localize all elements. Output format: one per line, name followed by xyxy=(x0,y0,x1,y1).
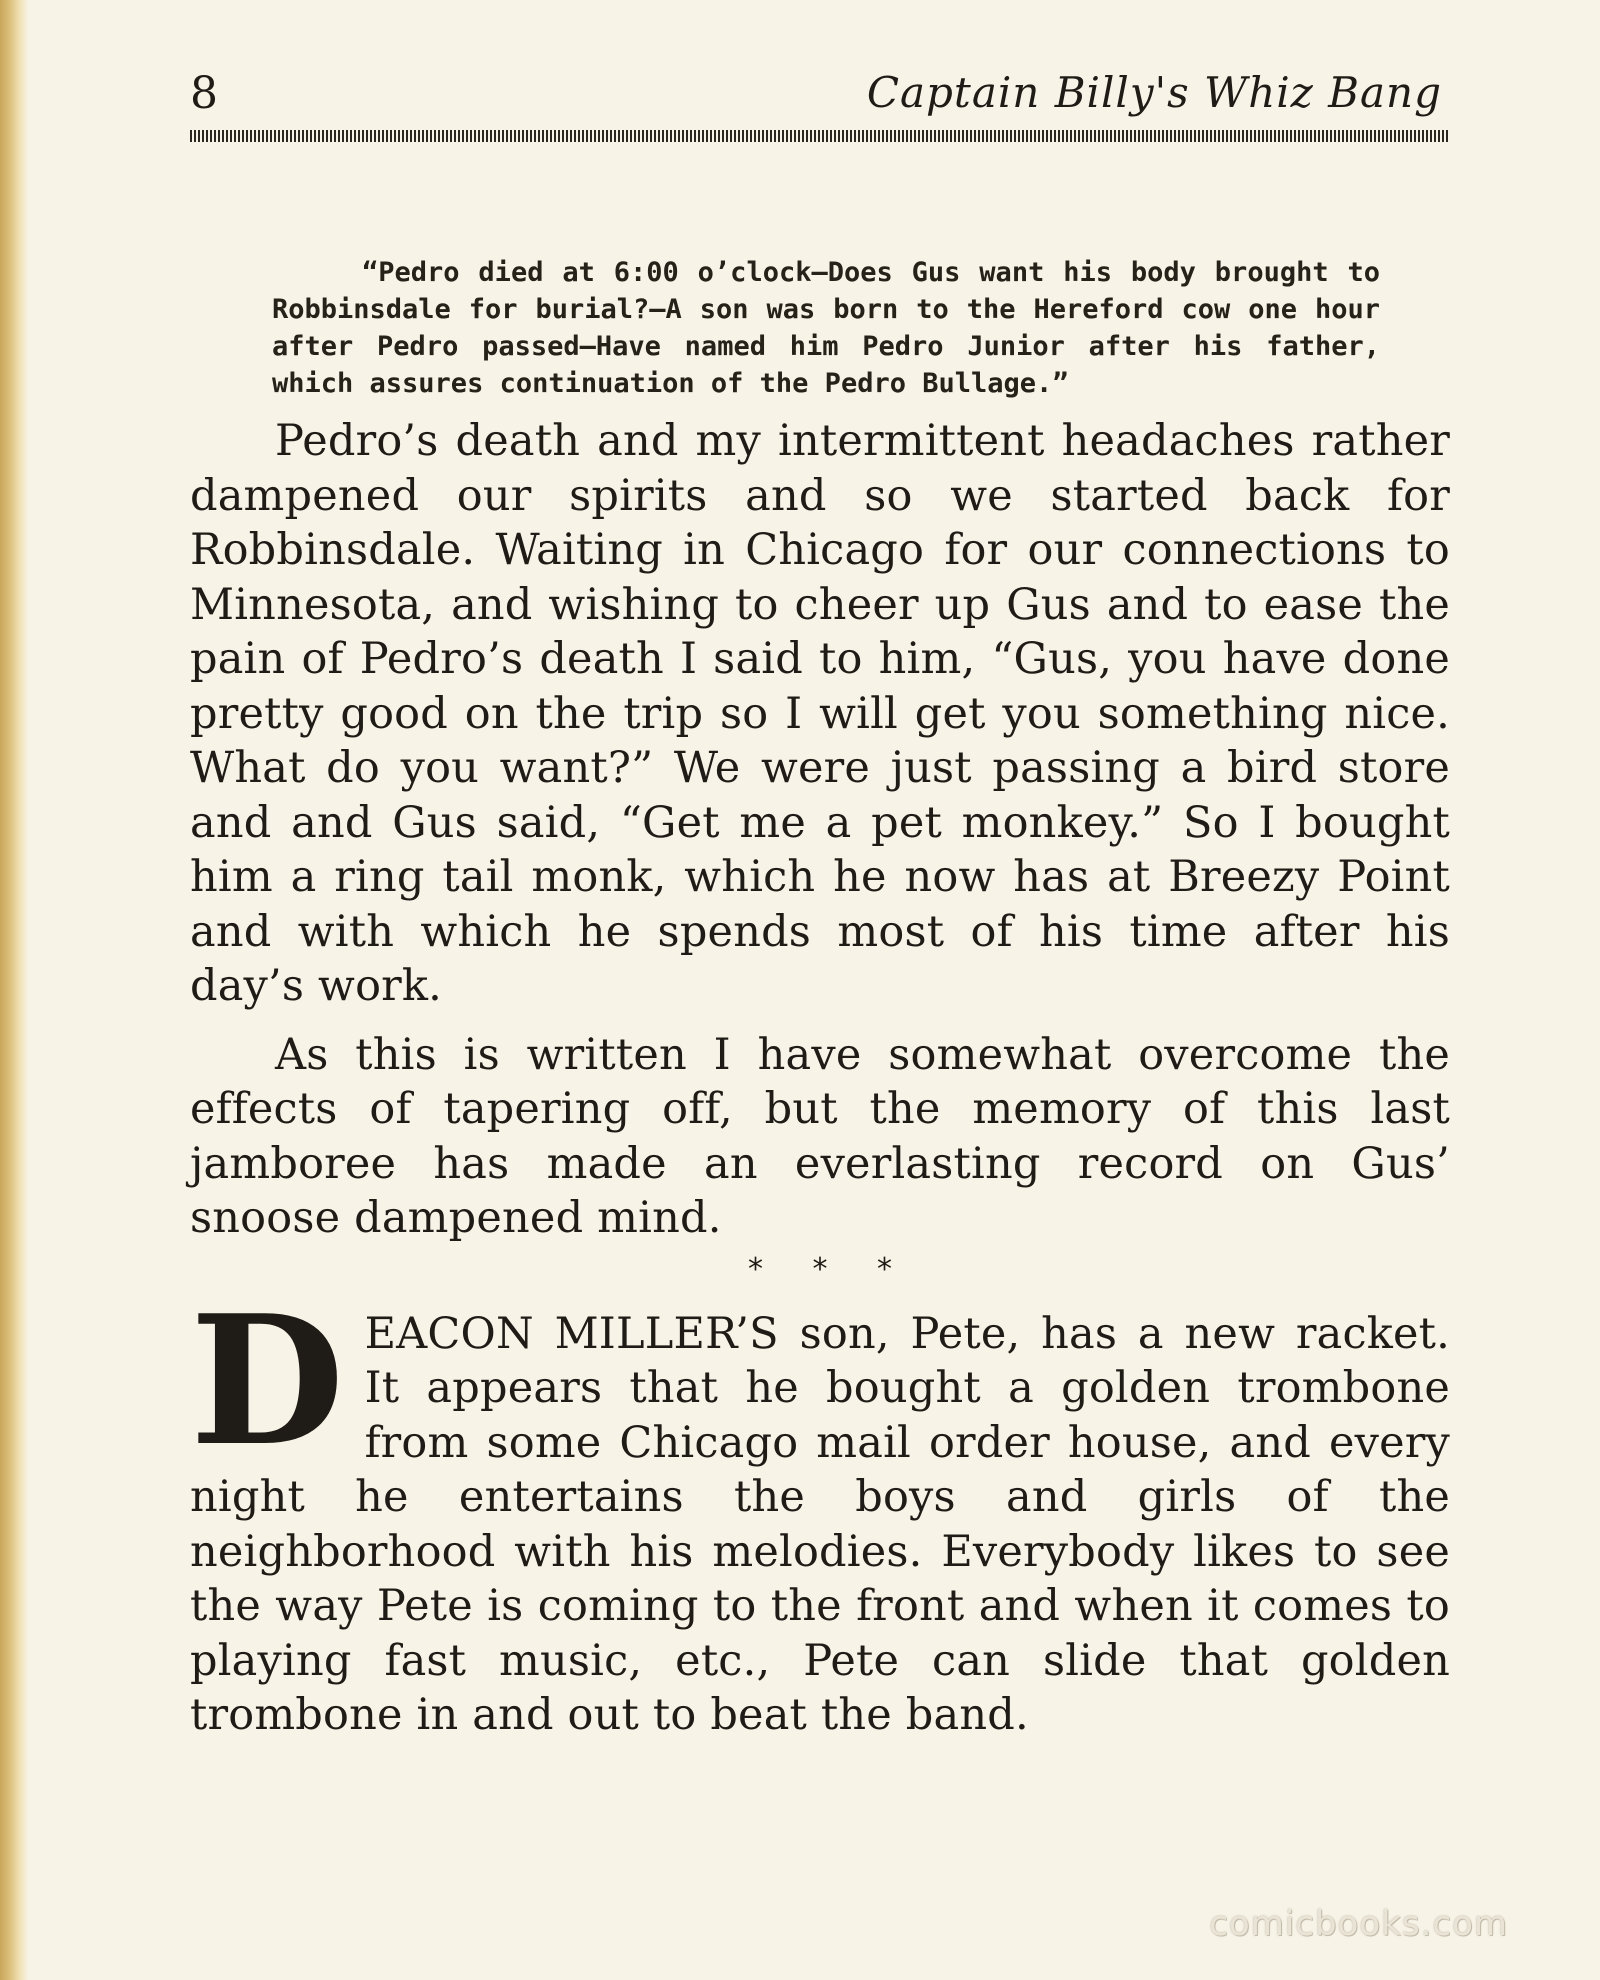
watermark: comicbooks.com xyxy=(1209,1904,1508,1944)
section-separator: * * * xyxy=(747,1251,893,1287)
drop-cap: D xyxy=(190,1275,345,1485)
page-header xyxy=(190,60,1450,130)
lead-caps: EACON MILLER’S xyxy=(364,1308,779,1359)
telegram-quote: “Pedro died at 6:00 o’clock—Does Gus want his body brought to Robbinsdale for burial?—A son was born to the Hereford cow one hour after Pedro passed—Have named him Pedro Junior after his father, which assures continuation of the Pedro Bullage.” xyxy=(272,257,1380,399)
paragraph-3-text: son, Pete, has a new racket. It appears that he bought a golden trombone from some Chicago mail order house, and every night he entertains the boys and girls of the neighborhood with his melodies. Everybody likes to see the way Pete is coming to the front and when it comes to playing fast music, etc., Pete can slide that golden trombone in and out to beat the band. xyxy=(190,1308,1450,1740)
page-number: 8 xyxy=(190,68,218,119)
running-title: Captain Billy's Whiz Bang xyxy=(866,68,1442,117)
body-paragraph-2: As this is written I have somewhat overcome the effects of tapering off, but the memory of this last jamboree has made an everlasting record on Gus’ snoose dampened mind. xyxy=(190,1029,1450,1243)
page-spine-edge xyxy=(0,0,28,1980)
header-rule xyxy=(190,130,1450,142)
body-paragraph-1: Pedro’s death and my intermittent headaches rather dampened our spirits and so we started back for Robbinsdale. Waiting in Chicago for our connections to Minnesota, and wishing to cheer up Gus and to ease the pain of Pedro’s death I said to him, “Gus, you have done pretty good on the trip so I will get you something nice. What do you want?” We were just passing a bird store and and Gus said, “Get me a pet monkey.” So I bought him a ring tail monk, which he now has at Breezy Point and with which he spends most of his time after his day’s work. xyxy=(190,416,1450,1011)
body-paragraph-3 xyxy=(190,1275,1450,1743)
magazine-page xyxy=(190,60,1450,1940)
